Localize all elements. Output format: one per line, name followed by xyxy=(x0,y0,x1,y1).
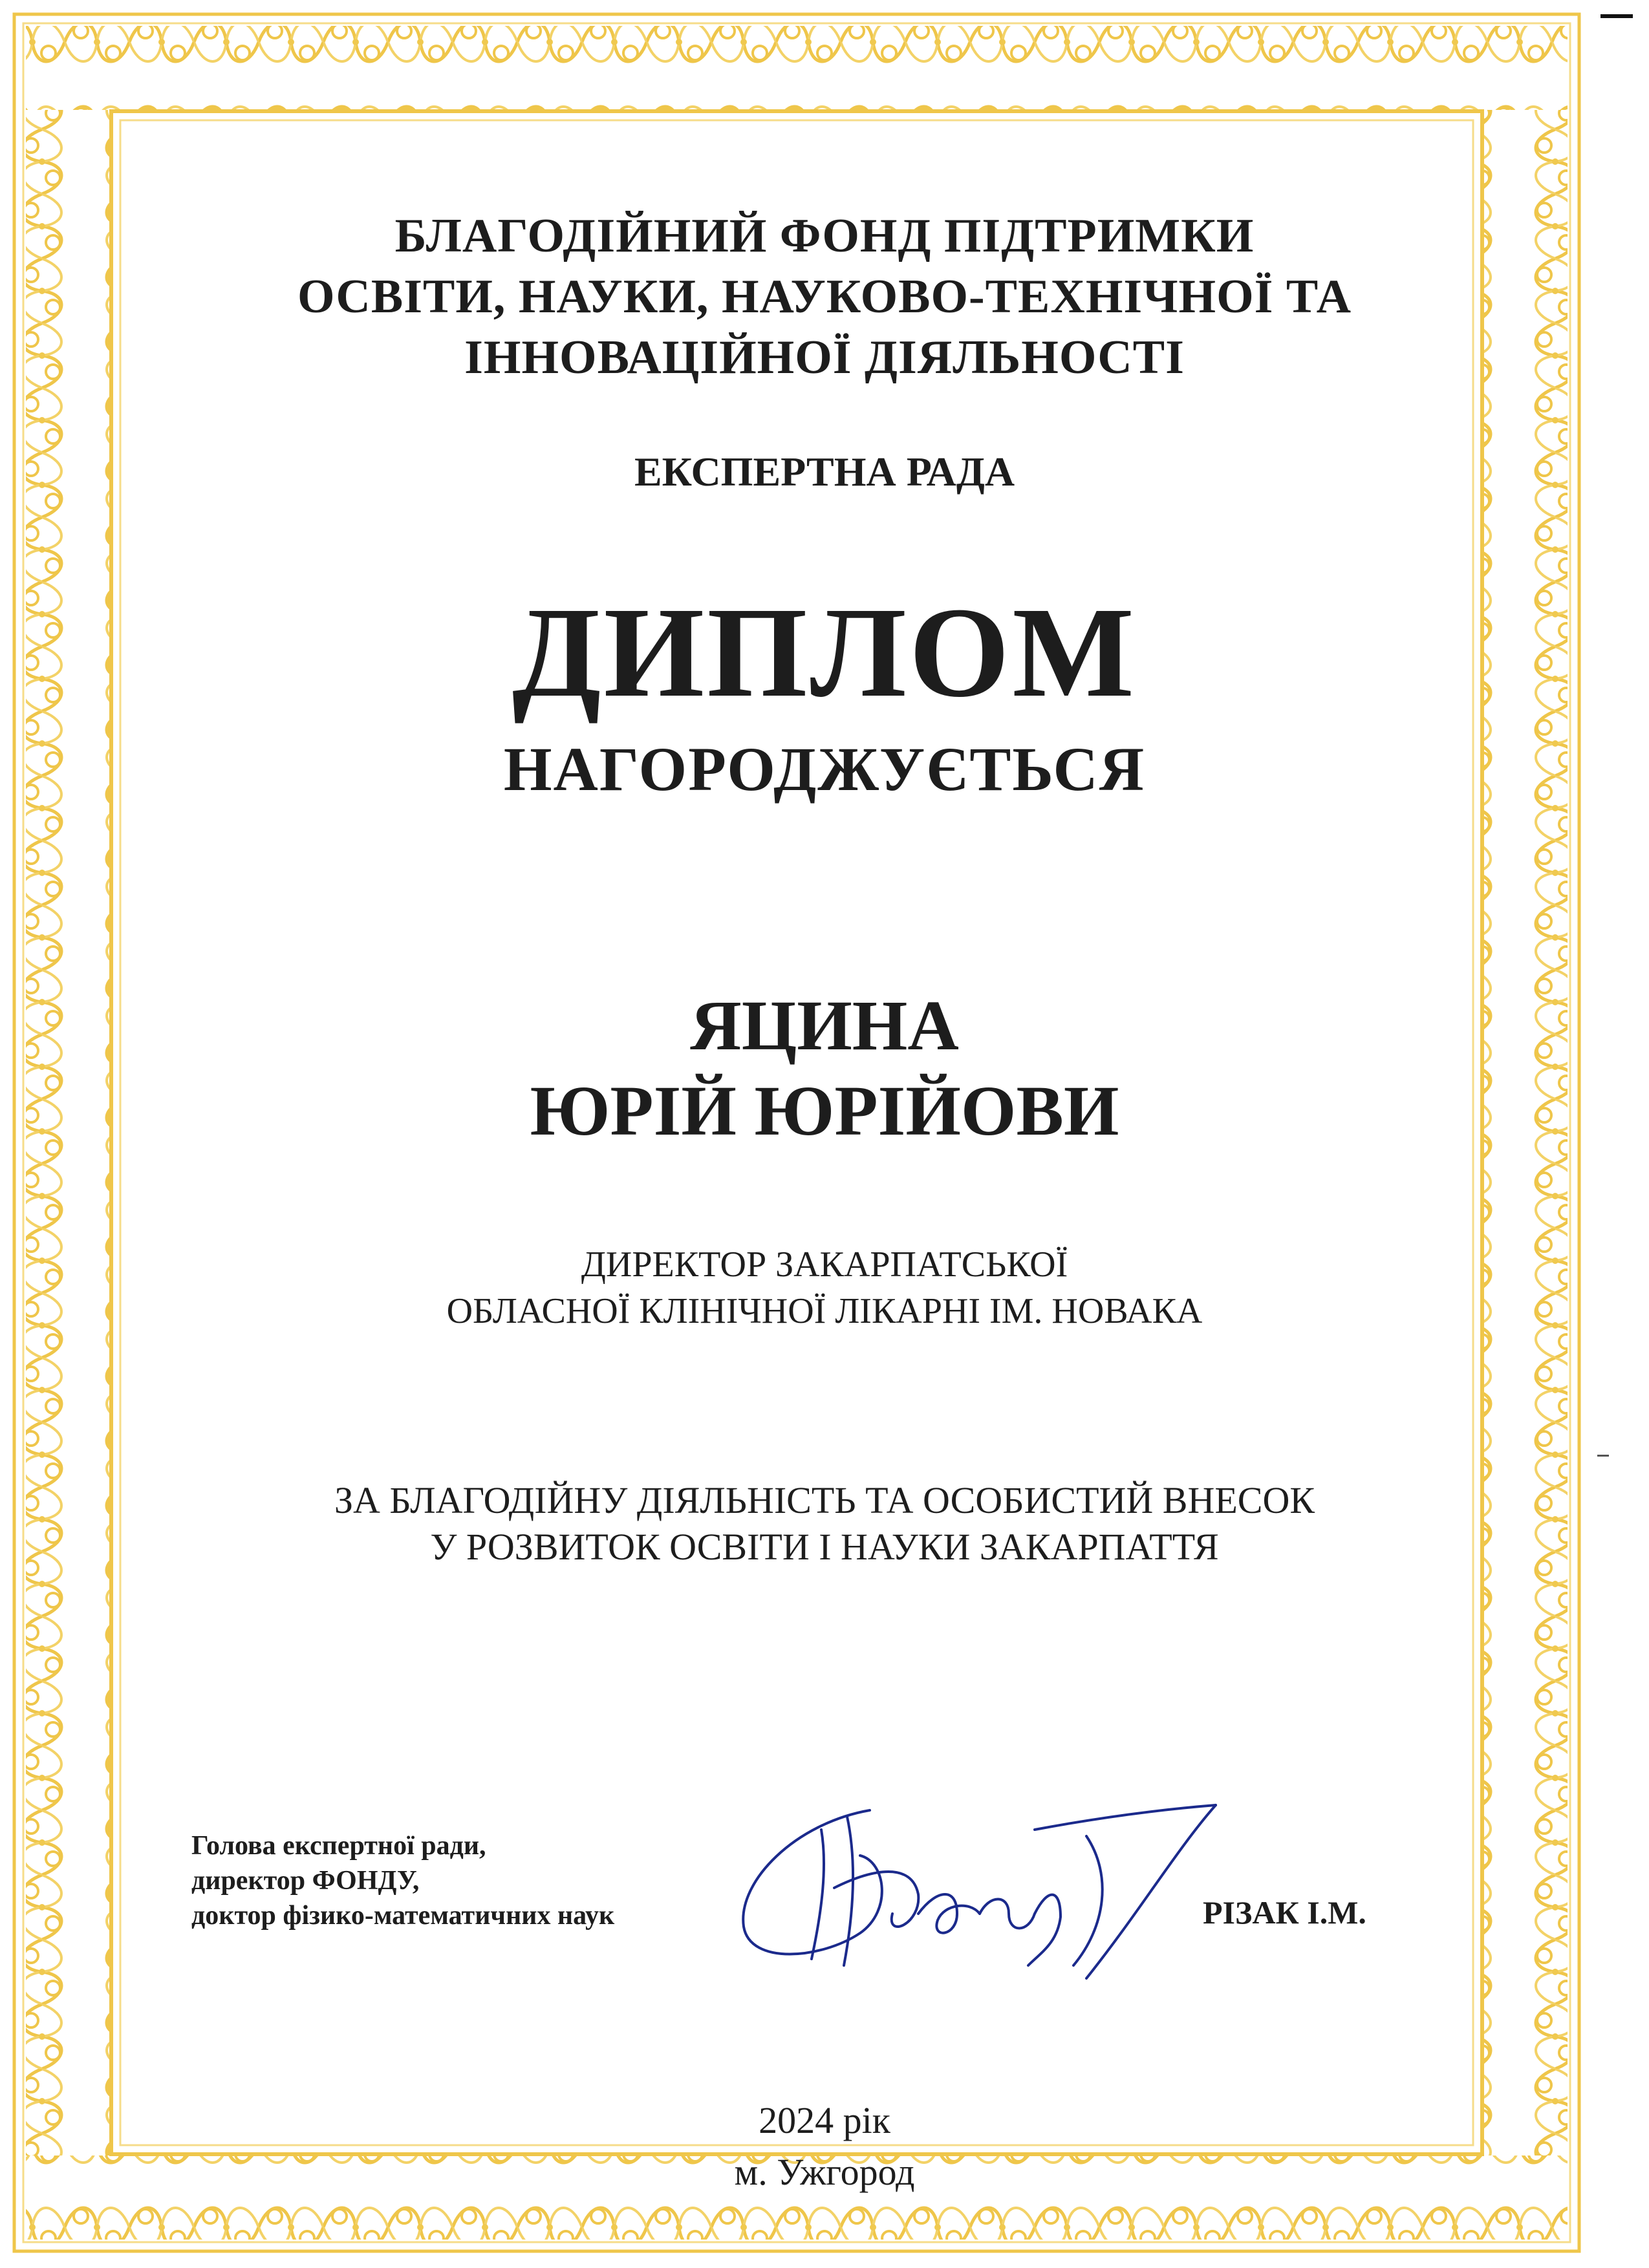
organization-line: ІННОВАЦІЙНОЇ ДІЯЛЬНОСТІ xyxy=(464,331,1185,384)
awarded-heading: НАГОРОДЖУЄТЬСЯ xyxy=(503,734,1146,804)
organization-line: БЛАГОДІЙНИЙ ФОНД ПІДТРИМКИ xyxy=(394,209,1255,262)
issue-city: м. Ужгород xyxy=(734,2151,915,2193)
organization-line: ОСВІТИ, НАУКИ, НАУКОВО-ТЕХНІЧНОЇ ТА xyxy=(297,270,1352,323)
signer-title-line: директор ФОНДУ, xyxy=(191,1866,420,1896)
handwritten-signature xyxy=(724,1791,1235,1991)
signer-name: РІЗАК І.М. xyxy=(1203,1894,1366,1931)
issue-footer xyxy=(0,2095,1649,2198)
scan-mark xyxy=(1600,14,1633,18)
reason-line: У РОЗВИТОК ОСВІТИ І НАУКИ ЗАКАРПАТТЯ xyxy=(430,1526,1219,1568)
diploma-title: ДИПЛОМ xyxy=(512,581,1137,724)
council-heading: ЕКСПЕРТНА РАДА xyxy=(634,449,1015,495)
organization-title xyxy=(0,206,1649,388)
issue-year: 2024 рік xyxy=(759,2099,890,2141)
reason-line: ЗА БЛАГОДІЙНУ ДІЯЛЬНІСТЬ ТА ОСОБИСТИЙ ВНЕСОК xyxy=(334,1479,1315,1521)
recipient-given-names: ЮРІЙ ЮРІЙОВИ xyxy=(530,1071,1119,1150)
recipient-surname: ЯЦИНА xyxy=(690,986,959,1065)
signer-title-line: доктор фізико-математичних наук xyxy=(191,1901,615,1931)
scan-tick xyxy=(1597,1455,1609,1457)
recipient-name xyxy=(0,983,1649,1153)
recipient-position xyxy=(0,1241,1649,1334)
award-reason xyxy=(0,1477,1649,1570)
signer-title xyxy=(191,1828,614,1933)
position-line: ОБЛАСНОЇ КЛІНІЧНОЇ ЛІКАРНІ ІМ. НОВАКА xyxy=(446,1291,1203,1331)
position-line: ДИРЕКТОР ЗАКАРПАТСЬКОЇ xyxy=(581,1245,1068,1285)
signer-title-line: Голова експертної ради, xyxy=(191,1831,486,1861)
